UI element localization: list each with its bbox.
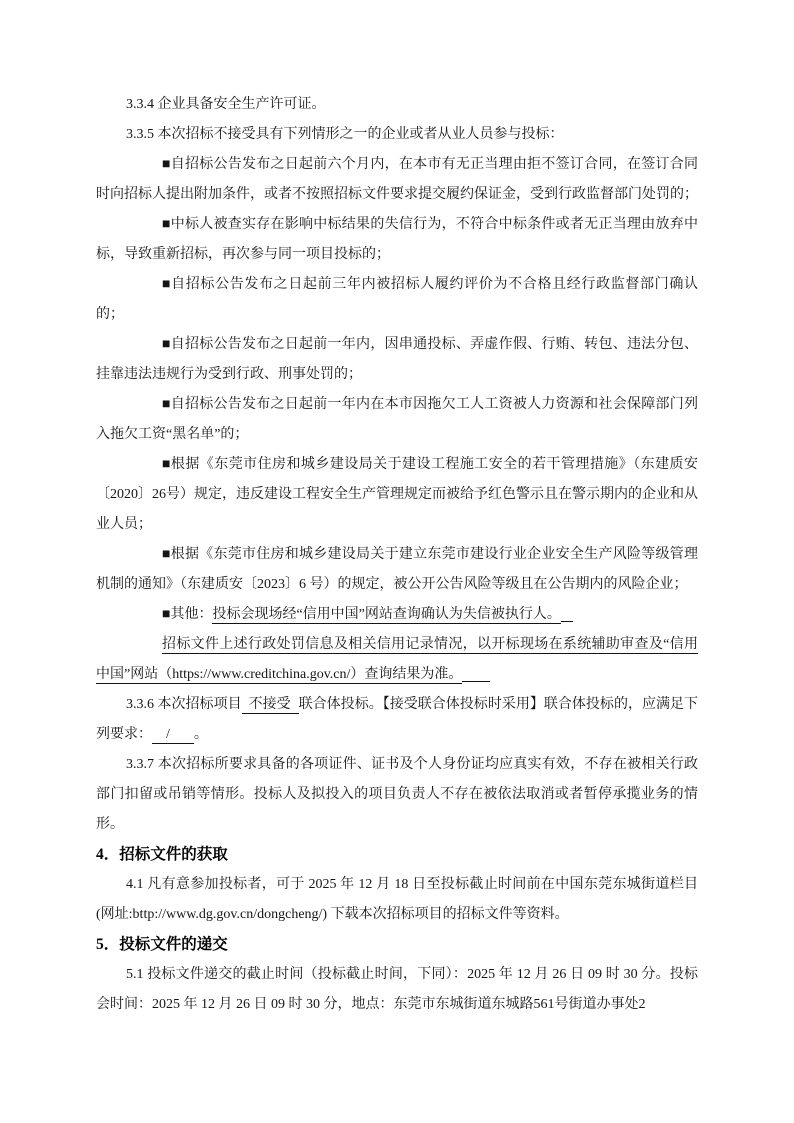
clause-3-3-6 (96, 690, 698, 750)
clause-3-3-6-end: 。 (193, 727, 208, 742)
clause-3-3-7: 3.3.7 本次招标所要求具备的各项证件、证书及个人身份证均应真实有效，不存在被相关行政部门扣留或吊销等情形。投标人及拟投入的项目负责人不存在被依法取消或者暂停承揽业务的情形。 (96, 757, 698, 832)
bullet-other-underlined-text: 投标会现场经“信用中国”网站查询确认为失信被执行人。 (212, 607, 561, 622)
bullet-red-warning-safety: ■根据《东莞市住房和城乡建设局关于建设工程施工安全的若干管理措施》（东建质安〔2020〕26号）规定，违反建设工程安全生产管理规定而被给予红色警示且在警示期内的企业和从业人员； (96, 457, 698, 532)
underline-extension (561, 620, 573, 622)
clause-5-1: 5.1 投标文件递交的截止时间（投标截止时间，下同）：2025 年 12 月 26 日 09 时 30 分。投标会时间：2025 年 12 月 26 日 09 时 30 分，地点：东莞市东城街道东城路561号街道办事处2 (96, 967, 698, 1012)
underline-extension (462, 680, 490, 682)
clause-3-3-6-pre: 3.3.6 本次招标项目 (126, 697, 242, 712)
clause-3-3-6-not-accept: 不接受 (242, 697, 299, 714)
bullet-performance-evaluation-failed: ■自招标公告发布之日起前三年内被招标人履约评价为不合格且经行政监督部门确认的； (96, 277, 698, 322)
bullet-refuse-sign-contract: ■自招标公告发布之日起前六个月内，在本市有无正当理由拒不签订合同，在签订合同时向招标人提出附加条件，或者不按照招标文件要求提交履约保证金，受到行政监督部门处罚的； (96, 157, 698, 202)
clause-3-3-6-mid: 联合体投标。【接受联合体投标时采用】联合体投标的，应满足下列要求： (96, 697, 699, 742)
credit-check-note-text: 招标文件上述行政处罚信息及相关信用记录情况，以开标现场在系统辅助审查及“信用中国”网站（https://www.creditchina.gov.cn/）查询结果为准。 (96, 637, 698, 682)
bullet-other-credit-china (96, 600, 698, 630)
credit-check-note (96, 630, 698, 690)
clause-3-3-4: 3.3.4 企业具备安全生产许可证。 (126, 97, 326, 112)
bullet-dishonest-winner: ■中标人被查实存在影响中标结果的失信行为，不符合中标条件或者无正当理由放弃中标，导致重新招标，再次参与同一项目投标的； (96, 217, 698, 262)
bullet-risk-level-notice: ■根据《东莞市住房和城乡建设局关于建立东莞市建设行业企业安全生产风险等级管理机制的通知》（东建质安〔2023〕6 号）的规定，被公开公告风险等级且在公告期内的风险企业； (96, 547, 698, 592)
clause-3-3-5: 3.3.5 本次招标不接受具有下列情形之一的企业或者从业人员参与投标： (126, 127, 564, 142)
bullet-illegal-bidding-acts: ■自招标公告发布之日起前一年内，因串通投标、弄虚作假、行贿、转包、违法分包、挂靠违法违规行为受到行政、刑事处罚的； (96, 337, 698, 382)
clause-3-3-6-slash-blank: / (152, 727, 194, 744)
clause-4-1: 4.1 凡有意参加投标者，可于 2025 年 12 月 18 日至投标截止时间前在中国东莞东城街道栏目(网址:bttp://www.dg.gov.cn/dongcheng/) 下载本次招标项目的招标文件等资料。 (96, 877, 698, 922)
bullet-wage-arrears-blacklist: ■自招标公告发布之日起前一年内在本市因拖欠工人工资被人力资源和社会保障部门列入拖欠工资“黑名单”的； (96, 397, 698, 442)
bullet-other-prefix: ■其他： (162, 607, 213, 622)
section-5-heading: 5．投标文件的递交 (96, 936, 228, 953)
section-4-heading: 4．招标文件的获取 (96, 846, 228, 863)
